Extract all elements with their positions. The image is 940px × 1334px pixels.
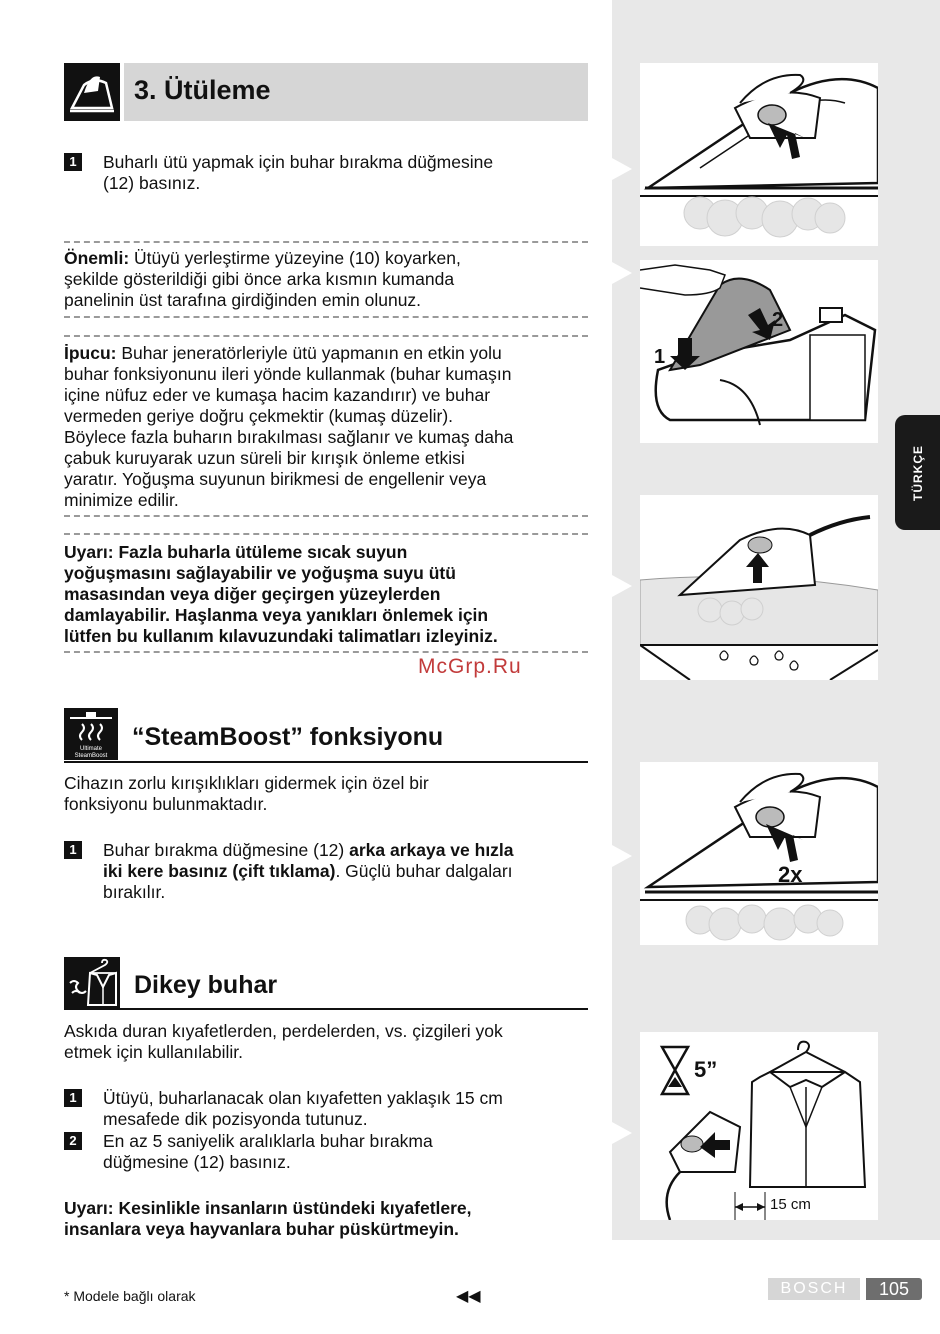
text-line: yoğuşmasını sağlayabilir ve yoğuşma suyu ütü (64, 563, 456, 583)
text-line: etmek için kullanılabilir. (64, 1042, 243, 1062)
step-number: 1 (64, 841, 82, 859)
text-line: vermeden geriye doğru çekmektir (kumaş düzelir). (64, 406, 454, 426)
section-title-ironing: 3. Ütüleme (134, 75, 271, 105)
step-number: 1 (64, 153, 82, 171)
section-title-steamboost: “SteamBoost” fonksiyonu (132, 723, 444, 751)
steamboost-icon (64, 708, 118, 760)
steamboost-intro (64, 773, 429, 815)
tip-note (64, 343, 513, 511)
figure-steamboost (640, 762, 878, 945)
figure-ironing-board-condensation (640, 495, 878, 680)
dashed-divider (64, 533, 588, 535)
text-line: Uyarı: Kesinlikle insanların üstündeki kıyafetlere, (64, 1198, 472, 1218)
text-line: damlayabilir. Haşlanma veya yanıkları önlemek için (64, 605, 489, 625)
dashed-divider (64, 316, 588, 318)
language-tab[interactable] (895, 415, 940, 530)
iron-steam-illustration (640, 63, 878, 246)
ironing-section-icon (64, 63, 120, 121)
text-line: Ütüyü, buharlanacak olan kıyafetten yaklaşık 15 cm (103, 1088, 503, 1108)
text-line: fonksiyonu bulunmaktadır. (64, 794, 268, 814)
text-line: Böylece fazla buharın bırakılması sağlanır ve kumaş daha (64, 427, 514, 447)
figure-pointer (612, 575, 632, 597)
section-rule (64, 1008, 588, 1010)
text-line: çabuk kuruyarak uzun süreli bir kırışık önleme etkisi (64, 448, 465, 468)
icon-text: SteamBoost (74, 753, 108, 759)
text-line: (12) basınız. (103, 173, 201, 193)
figure-placing-iron (640, 260, 878, 443)
text-line: En az 5 saniyelik aralıklarla buhar bırakma (103, 1131, 433, 1151)
figure-label-2: 2 (772, 309, 784, 331)
text-span: . Güçlü buhar dalgaları (335, 861, 513, 881)
ironing-board-illustration (640, 495, 878, 680)
watermark: McGrp.Ru (418, 655, 522, 678)
text-line: Ütüyü yerleştirme yüzeyine (10) koyarken, (129, 248, 461, 268)
iron-hand-icon (64, 63, 120, 121)
text-line: Uyarı: Fazla buharla ütüleme sıcak suyun (64, 542, 408, 562)
page-number: 105 (866, 1278, 922, 1300)
text-line: Buharlı ütü yapmak için buhar bırakma düğmesine (103, 152, 494, 172)
tip-label: İpucu: (64, 343, 117, 363)
brand-logo: BOSCH (768, 1278, 860, 1300)
steamboost-step-1 (103, 840, 514, 903)
figure-label-1: 1 (654, 346, 666, 368)
vertical-steam-illustration (640, 1032, 878, 1220)
icon-text: Ultimate (79, 746, 103, 752)
text-line: minimize edilir. (64, 490, 179, 510)
ironing-step-1 (103, 152, 493, 194)
text-line: şekilde gösterildiği gibi önce arka kısmın kumanda (64, 269, 455, 289)
vertical-steam-icon (64, 957, 120, 1009)
dashed-divider (64, 515, 588, 517)
text-span: Buhar bırakma düğmesine (12) (103, 840, 350, 860)
text-line: Askıda duran kıyafetlerden, perdelerden, vs. çizgileri yok (64, 1021, 503, 1041)
text-line: panelinin üst tarafına girdiğinden emin olunuz. (64, 290, 422, 310)
iron-on-station-illustration (640, 260, 878, 443)
hourglass-icon (662, 1047, 688, 1094)
dashed-divider (64, 241, 588, 243)
warning-condensation (64, 542, 498, 647)
garment-steam-icon (64, 957, 120, 1009)
text-line: bırakılır. (103, 882, 166, 902)
figure-pointer (612, 262, 632, 284)
figure-pointer (612, 158, 632, 180)
text-line: lütfen bu kullanım kılavuzundaki talimatları izleyiniz. (64, 626, 498, 646)
text-line: buhar fonksiyonunu ileri yönde kullanmak (buhar kumaşın (64, 364, 512, 384)
footnote: * Modele bağlı olarak (64, 1288, 196, 1304)
distance-label: 15 cm (770, 1196, 811, 1213)
text-line: düğmesine (12) basınız. (103, 1152, 291, 1172)
important-label: Önemli: (64, 248, 130, 268)
vertical-step-2 (103, 1131, 433, 1173)
language-tab-label: TÜRKÇE (910, 444, 925, 501)
important-note (64, 248, 461, 311)
figure-steam-ironing (640, 63, 878, 246)
text-line: insanlara veya hayvanlara buhar püskürtmeyin. (64, 1219, 459, 1239)
vertical-step-1 (103, 1088, 503, 1130)
iron-steamboost-illustration (640, 762, 878, 945)
steamboost-symbol-icon (64, 708, 118, 760)
text-bold: arka arkaya ve hızla (349, 840, 514, 860)
time-label: 5” (694, 1057, 718, 1082)
text-line: Cihazın zorlu kırışıklıkları gidermek için özel bir (64, 773, 429, 793)
dashed-divider (64, 651, 588, 653)
text-line: Buhar jeneratörleriyle ütü yapmanın en etkin yolu (116, 343, 502, 363)
figure-pointer (612, 1122, 632, 1144)
text-bold: iki kere basınız (çift tıklama) (103, 861, 336, 881)
figure-vertical-steam (640, 1032, 878, 1220)
warning-vertical-steam (64, 1198, 472, 1240)
text-line: içine nüfuz eder ve kumaşa hacim kazandırır) ve buhar (64, 385, 491, 405)
vertical-intro (64, 1021, 503, 1063)
section-rule (64, 761, 588, 763)
section-title-vertical-steam: Dikey buhar (134, 971, 278, 999)
step-number: 1 (64, 1089, 82, 1107)
dashed-divider (64, 335, 588, 337)
figure-label-2x: 2x (778, 862, 803, 887)
figure-pointer (612, 845, 632, 867)
text-line: mesafede dik pozisyonda tutunuz. (103, 1109, 368, 1129)
text-line: yaratır. Yoğuşma suyunun birikmesi de engellenir veya (64, 469, 487, 489)
text-line: masasından veya diğer geçirgen yüzeylerden (64, 584, 441, 604)
previous-page-arrows[interactable]: ◀◀ (456, 1288, 481, 1305)
step-number: 2 (64, 1132, 82, 1150)
